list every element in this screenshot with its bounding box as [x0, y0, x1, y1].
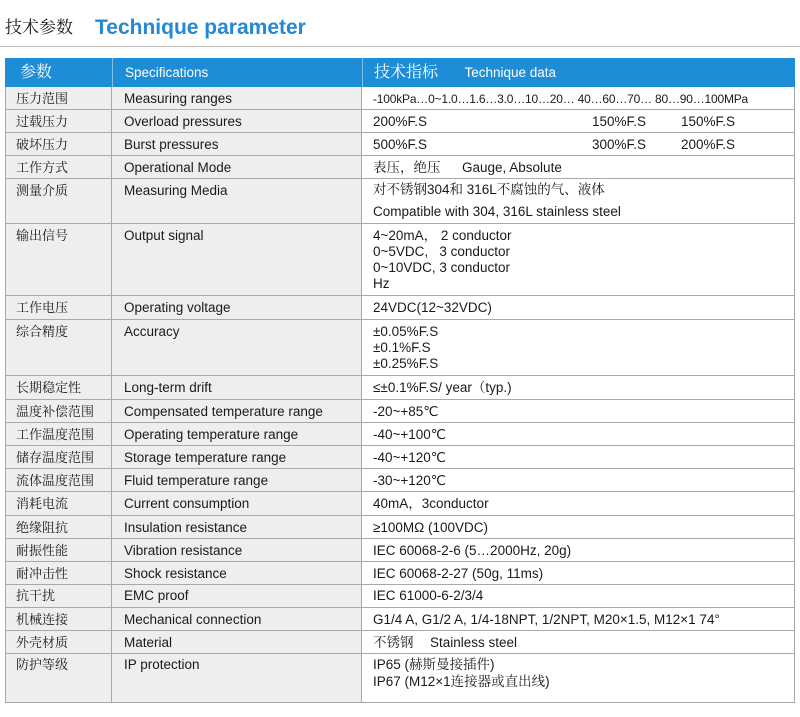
row-operating-voltage — [5, 296, 795, 320]
spec-label-en: Overload pressures — [112, 110, 362, 132]
spec-value — [362, 631, 795, 653]
spec-label-en: Insulation resistance — [112, 516, 362, 538]
header-row — [5, 58, 795, 87]
spec-value-line — [373, 137, 794, 153]
spec-value — [362, 562, 795, 584]
row-operational-mode — [5, 156, 795, 179]
spec-value — [362, 133, 795, 155]
spec-value — [362, 516, 795, 538]
spec-value — [362, 423, 795, 445]
spec-label-en: Accuracy — [112, 320, 362, 375]
spec-value — [362, 296, 795, 319]
row-mechanical-connection — [5, 608, 795, 631]
row-storage-temperature-range — [5, 446, 795, 469]
spec-value-line: 40mA，3conductor — [373, 496, 489, 511]
param-label-zh: 温度补偿范围 — [5, 400, 112, 422]
header-specifications: Specifications — [112, 58, 362, 87]
header-technique-data-zh: 技术指标 — [374, 64, 439, 81]
param-label-zh: 储存温度范围 — [5, 446, 112, 468]
header-technique-data — [362, 58, 795, 87]
spec-value — [362, 110, 795, 132]
param-label-zh: 外壳材质 — [5, 631, 112, 653]
header-param-zh: 参数 — [20, 64, 53, 81]
spec-value-line: IEC 60068-2-27 (50g, 11ms) — [373, 566, 544, 581]
spec-value-line: -40~+120℃ — [373, 450, 446, 465]
spec-value-line: IP65 (赫斯曼接插件) — [373, 657, 495, 672]
spec-table-body — [5, 87, 795, 703]
spec-value-line: Hz — [373, 276, 390, 291]
row-output-signal — [5, 224, 795, 296]
spec-value-line: ±0.1%F.S — [373, 340, 431, 355]
row-burst-pressures — [5, 133, 795, 156]
header-technique-data-en: Technique data — [464, 65, 557, 80]
spec-value-line: -30~+120℃ — [373, 473, 446, 488]
spec-value-line: 对不锈钢304和 316L不腐蚀的气、液体 — [373, 182, 605, 197]
spec-value — [362, 320, 795, 375]
row-long-term-drift — [5, 376, 795, 400]
param-label-zh: 工作方式 — [5, 156, 112, 178]
spec-value — [362, 87, 795, 109]
spec-value-line: IEC 61000-6-2/3/4 — [373, 588, 484, 603]
param-label-zh: 工作电压 — [5, 296, 112, 319]
row-fluid-temperature-range — [5, 469, 795, 492]
param-label-zh: 长期稳定性 — [5, 376, 112, 399]
spec-value-line — [373, 160, 794, 176]
spec-label-en: Output signal — [112, 224, 362, 295]
spec-label-en: IP protection — [112, 654, 362, 702]
spec-label-en: Storage temperature range — [112, 446, 362, 468]
spec-value — [362, 224, 795, 295]
spec-value-part: 不锈钢 — [373, 635, 414, 650]
row-compensated-temperature-range — [5, 400, 795, 423]
spec-value-line: Compatible with 304, 316L stainless steel — [373, 204, 621, 219]
title-divider — [0, 46, 800, 47]
spec-label-en: Burst pressures — [112, 133, 362, 155]
spec-value-line: 24VDC(12~32VDC) — [373, 300, 492, 315]
spec-label-en: Fluid temperature range — [112, 469, 362, 491]
spec-value — [362, 654, 795, 702]
param-label-zh: 绝缘阻抗 — [5, 516, 112, 538]
spec-value-line: IEC 60068-2-6 (5…2000Hz, 20g) — [373, 543, 572, 558]
spec-label-en: Shock resistance — [112, 562, 362, 584]
spec-value — [362, 446, 795, 468]
spec-value-part: 200%F.S — [373, 114, 428, 129]
spec-value — [362, 469, 795, 491]
spec-value-line: ≥100MΩ (100VDC) — [373, 520, 489, 535]
spec-value — [362, 156, 795, 178]
spec-label-en: Material — [112, 631, 362, 653]
spec-value-line: 0~10VDC, 3 conductor — [373, 260, 510, 275]
spec-value-part: 150%F.S — [681, 114, 736, 129]
spec-label-en: Mechanical connection — [112, 608, 362, 630]
row-current-consumption — [5, 492, 795, 516]
spec-value-part: 500%F.S — [373, 137, 428, 152]
row-ip-protection — [5, 654, 795, 703]
spec-label-en: Long-term drift — [112, 376, 362, 399]
spec-value — [362, 376, 795, 399]
row-measuring-ranges — [5, 87, 795, 110]
param-label-zh: 输出信号 — [5, 224, 112, 295]
spec-value-line: ≤±0.1%F.S/ year（typ.) — [373, 380, 512, 395]
spec-label-en: Measuring Media — [112, 179, 362, 223]
row-insulation-resistance — [5, 516, 795, 539]
spec-value-line: ±0.25%F.S — [373, 356, 439, 371]
row-shock-resistance — [5, 562, 795, 585]
spec-value-line — [373, 635, 794, 651]
spec-value — [362, 608, 795, 630]
spec-value-part: Gauge, Absolute — [462, 160, 562, 175]
spec-value-part: 300%F.S — [592, 137, 647, 152]
spec-value — [362, 492, 795, 515]
row-measuring-media — [5, 179, 795, 224]
spec-value-line: G1/4 A, G1/2 A, 1/4-18NPT, 1/2NPT, M20×1.5, M12×1 74° — [373, 612, 720, 627]
param-label-zh: 工作温度范围 — [5, 423, 112, 445]
param-label-zh: 耐冲击性 — [5, 562, 112, 584]
spec-value-line: ±0.05%F.S — [373, 324, 439, 339]
spec-value-part: 150%F.S — [592, 114, 647, 129]
spec-value-part: 表压，绝压 — [373, 160, 441, 175]
spec-label-en: Operating voltage — [112, 296, 362, 319]
spec-value-line: -100kPa…0~1.0…1.6…3.0…10…20… 40…60…70… 80…90…100MPa — [373, 92, 749, 106]
param-label-zh: 测量介质 — [5, 179, 112, 223]
row-material — [5, 631, 795, 654]
param-label-zh: 过载压力 — [5, 110, 112, 132]
param-label-zh: 流体温度范围 — [5, 469, 112, 491]
spec-label-en: Measuring ranges — [112, 87, 362, 109]
page-title — [5, 16, 505, 40]
spec-value-part: Stainless steel — [430, 635, 518, 650]
row-vibration-resistance — [5, 539, 795, 562]
spec-value-line: IP67 (M12×1连接器或直出线) — [373, 674, 550, 689]
spec-value-line: 0~5VDC, 3 conductor — [373, 244, 510, 259]
spec-value-line: -20~+85℃ — [373, 404, 439, 419]
row-operating-temperature-range — [5, 423, 795, 446]
spec-value — [362, 400, 795, 422]
row-overload-pressures — [5, 110, 795, 133]
spec-label-en: Vibration resistance — [112, 539, 362, 561]
param-label-zh: 综合精度 — [5, 320, 112, 375]
spec-value — [362, 539, 795, 561]
spec-value-line: -40~+100℃ — [373, 427, 446, 442]
spec-label-en: EMC proof — [112, 585, 362, 607]
spec-value — [362, 179, 795, 223]
spec-value-line — [373, 114, 794, 130]
param-label-zh: 抗干扰 — [5, 585, 112, 607]
param-label-zh: 防护等级 — [5, 654, 112, 702]
param-label-zh: 破坏压力 — [5, 133, 112, 155]
spec-label-en: Operating temperature range — [112, 423, 362, 445]
spec-label-en: Compensated temperature range — [112, 400, 362, 422]
page-title-zh: 技术参数 — [5, 18, 73, 37]
spec-value-line: 4~20mA， 2 conductor — [373, 228, 512, 243]
spec-value — [362, 585, 795, 607]
row-accuracy — [5, 320, 795, 376]
spec-value-part: 200%F.S — [681, 137, 736, 152]
param-label-zh: 机械连接 — [5, 608, 112, 630]
param-label-zh: 消耗电流 — [5, 492, 112, 515]
row-emc-proof — [5, 585, 795, 608]
spec-label-en: Operational Mode — [112, 156, 362, 178]
param-label-zh: 压力范围 — [5, 87, 112, 109]
page-title-en: Technique parameter — [95, 16, 306, 39]
spec-label-en: Current consumption — [112, 492, 362, 515]
spec-table — [5, 58, 795, 703]
param-label-zh: 耐振性能 — [5, 539, 112, 561]
